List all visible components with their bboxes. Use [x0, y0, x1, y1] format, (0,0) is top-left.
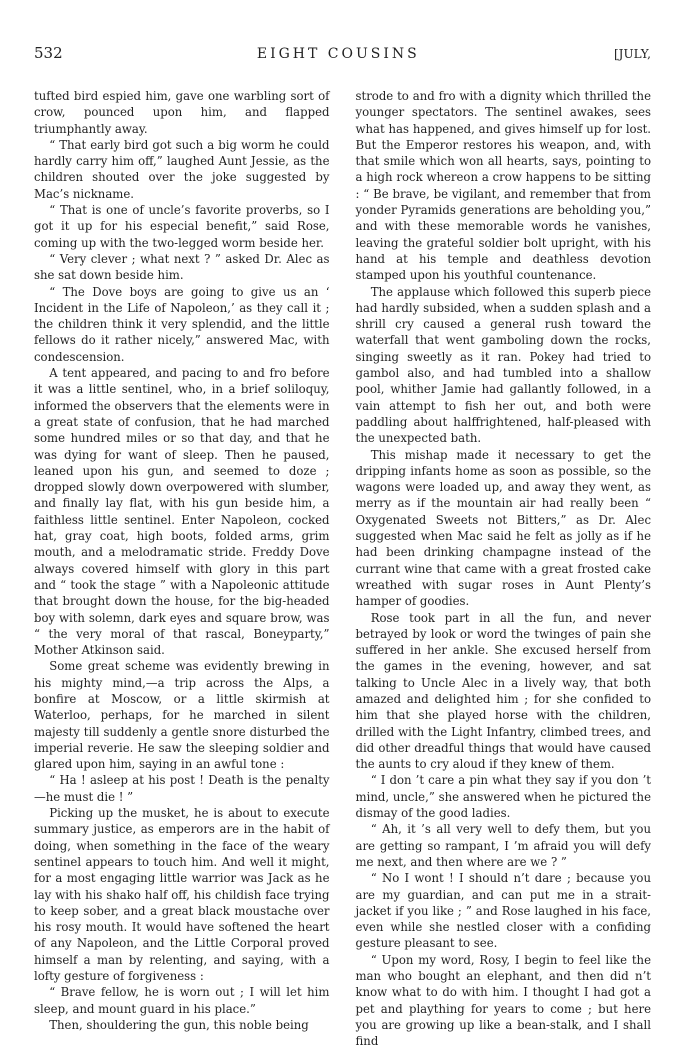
paragraph: tufted bird espied him, gave one warbling sort of crow, pounced upon him, and flapped triumphantly away.: [34, 89, 330, 136]
paragraph: “ That early bird got such a big worm he could hardly carry him off,” laughed Aunt Jessie, as the children shouted over the joke suggested by Mac’s nickname.: [34, 137, 330, 201]
page-number: 532: [34, 44, 63, 62]
paragraph: Rose took part in all the fun, and never betrayed by look or word the twinges of pain she suffered in her ankle. She excused herself from the games in the evening, however, and sat talking to Uncle Alec in a lively way, that both amazed and delighted him ; for she confided to him that she played horse with the children, drilled with the Light Infantry, climbed trees, and did other dreadful things that would have caused the aunts to cry aloud if they knew of them.: [355, 610, 651, 772]
paragraph: “ Ha ! asleep at his post ! Death is the penalty —he must die ! ”: [34, 773, 330, 804]
paragraph: Some great scheme was evidently brewing in his mighty mind,—a trip across the Alps, a bonfire at Moscow, or a little skirmish at Waterloo, perhaps, for he marched in silent majesty till suddenly a gentle snore disturbed the imperial reverie. He saw the sleeping soldier and glared upon him, saying in an awful tone :: [34, 659, 330, 772]
paragraph: “ Brave fellow, he is worn out ; I will let him sleep, and mount guard in his place.”: [34, 985, 330, 1016]
paragraph: Picking up the musket, he is about to execute summary justice, as emperors are in the habit of doing, when something in the face of the weary sentinel appears to touch him. And well it might, for a most engaging little warrior was Jack as he lay with his shako half off, his childish face trying to keep sober, and a great black moustache over his rosy mouth. It would have softened the heart of any Napoleon, and the Little Corporal proved himself a man by relenting, and saying, with a lofty gesture of forgiveness :: [34, 806, 330, 984]
paragraph: “ The Dove boys are going to give us an ‘ Incident in the Life of Napoleon,’ as they call it ; the children think it very splendid, and the little fellows do it rather nicely,” answered Mac, with condescension.: [34, 284, 330, 364]
paragraph: strode to and fro with a dignity which thrilled the younger spectators. The sentinel awakes, sees what has happened, and gives himself up for lost. But the Emperor restores his weapon, and, with that smile which won all hearts, says, pointing to a high rock whereon a crow happens to be sitting : “ Be brave, be vigilant, and remember that from yonder Pyramids generations are beholding you,” and with these memorable words he vanishes, leaving the grateful soldier bolt upright, with his hand at his temple and deathless devotion stamped upon his youthful countenance.: [355, 89, 651, 283]
paragraph: “ Upon my word, Rosy, I begin to feel like the man who bought an elephant, and then did n’t know what to do with him. I thought I had got a pet and plaything for years to come ; but here you are growing up like a bean-stalk, and I shall find: [355, 952, 651, 1049]
left-column: [34, 88, 330, 1050]
paragraph: “ Ah, it ’s all very well to defy them, but you are getting so rampant, I ’m afraid you will defy me next, and then where are we ? ”: [355, 822, 651, 869]
paragraph: “ Very clever ; what next ? ” asked Dr. Alec as she sat down beside him.: [34, 251, 330, 283]
running-header: [34, 44, 651, 70]
right-column: [356, 88, 652, 1050]
paragraph: This mishap made it necessary to get the dripping infants home as soon as possible, so the wagons were loaded up, and away they went, as merry as if the mountain air had really been “ Oxygenated Sweets not Bitters,” as Dr. Alec suggested when Mac said he felt as jolly as if he had been drinking champagne instead of the currant wine that came with a great frosted cake wreathed with sugar roses in Aunt Plenty’s hamper of goodies.: [355, 447, 651, 609]
paragraph: A tent appeared, and pacing to and fro before it was a little sentinel, who, in a brief soliloquy, informed the observers that the elements were in a great state of confusion, that he had marched some hundred miles or so that day, and that he was dying for want of sleep. Then he paused, leaned upon his gun, and seemed to doze ; dropped slowly down overpowered with slumber, and finally lay flat, with his gun beside him, a faithless little sentinel. Enter Napoleon, cocked hat, gray coat, high boots, folded arms, grim mouth, and a melodramatic stride. Freddy Dove always covered himself with glory in this part and “ took the stage ” with a Napoleonic attitude that brought down the house, for the big-headed boy with solemn, dark eyes and square brow, was “ the very moral of that rascal, Boneyparty,” Mother Atkinson said.: [34, 366, 330, 658]
paragraph: “ I don ’t care a pin what they say if you don ’t mind, uncle,” she answered when he pictured the dismay of the good ladies.: [355, 773, 651, 821]
paragraph: Then, shouldering the gun, this noble being: [49, 1017, 309, 1032]
paragraph: “ No I wont ! I should n’t dare ; because you are my guardian, and can put me in a strait-jacket if you like ; ” and Rose laughed in his face, even while she nestled closer with a confiding gesture pleasant to see.: [355, 871, 651, 951]
paragraph: The applause which followed this superb piece had hardly subsided, when a sudden splash and a shrill cry caused a general rush toward the waterfall that went gamboling down the rocks, singing sweetly as it ran. Pokey had tried to gambol also, and had tumbled into a shallow pool, whither Jamie had gallantly followed, in a vain attempt to fish her out, and both were paddling about halffrightened, half-pleased with the unexpected bath.: [355, 284, 651, 446]
text-columns: [34, 88, 651, 1050]
paragraph: “ That is one of uncle’s favorite proverbs, so I got it up for his especial benefit,” said Rose, coming up with the two-legged worm beside her.: [34, 203, 330, 250]
issue-month: [JULY,: [614, 47, 651, 61]
running-title: EIGHT COUSINS: [256, 46, 420, 62]
